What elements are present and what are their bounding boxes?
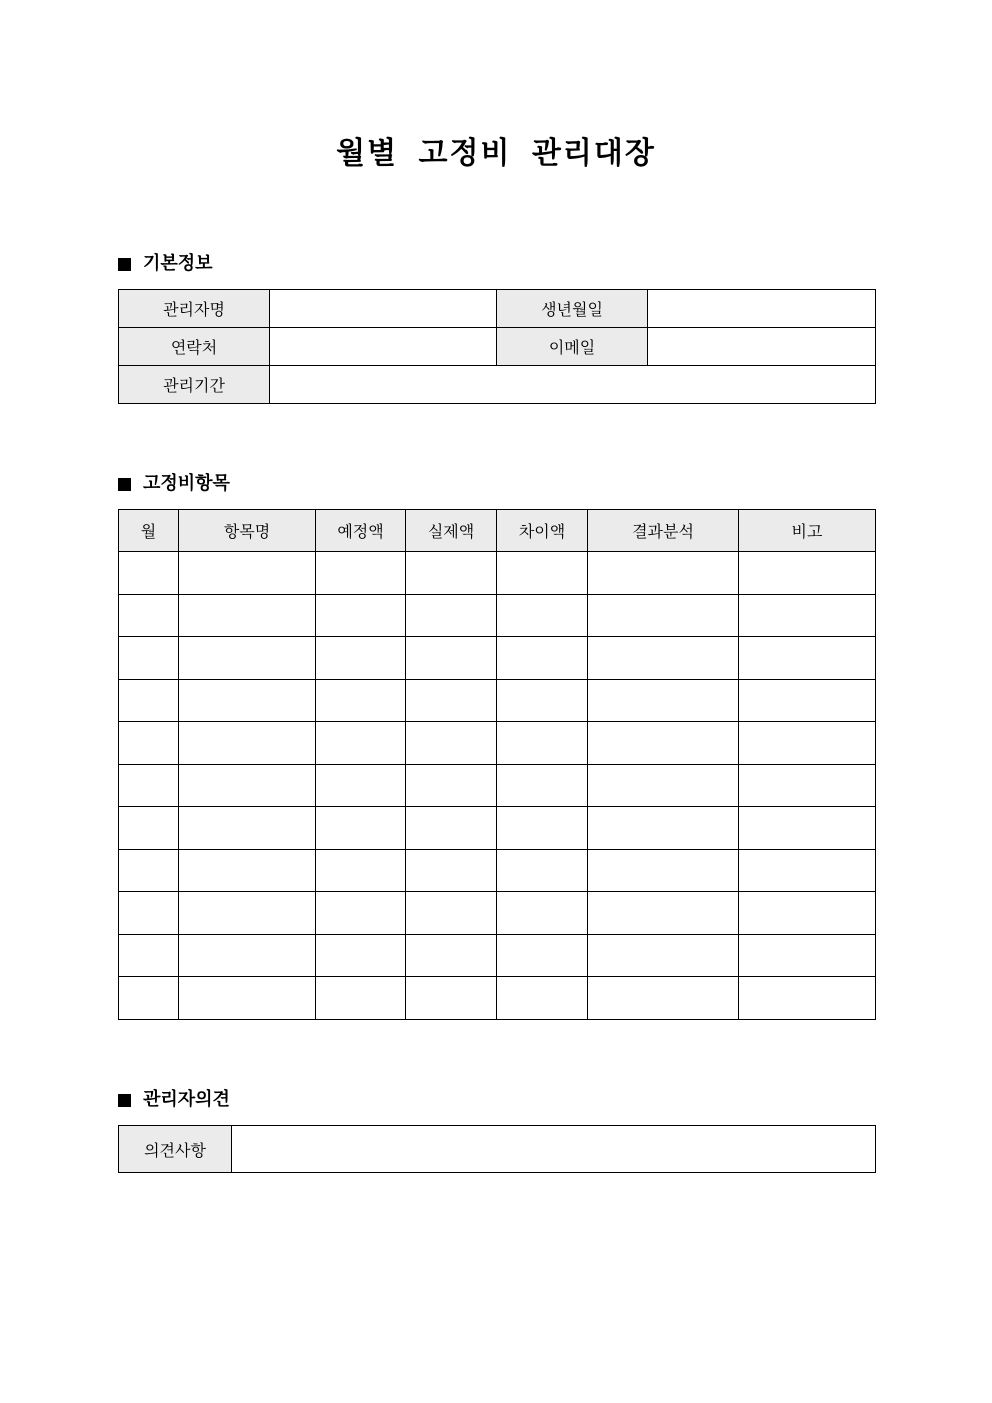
contact-label: 연락처	[119, 328, 270, 366]
remarks-cell[interactable]	[739, 977, 876, 1020]
planned-amount-cell[interactable]	[316, 764, 406, 807]
table-row	[119, 637, 876, 680]
email-field[interactable]	[648, 328, 876, 366]
difference-cell[interactable]	[497, 594, 588, 637]
basic-info-table	[118, 289, 876, 404]
section-heading-label: 기본정보	[143, 253, 213, 274]
result-analysis-cell[interactable]	[588, 679, 739, 722]
square-bullet-icon	[118, 478, 131, 491]
item-name-cell[interactable]	[179, 892, 316, 935]
planned-amount-cell[interactable]	[316, 637, 406, 680]
actual-amount-cell[interactable]	[406, 764, 497, 807]
section-heading-label: 관리자의견	[143, 1089, 230, 1110]
result-analysis-cell[interactable]	[588, 892, 739, 935]
table-row	[119, 552, 876, 595]
month-cell[interactable]	[119, 807, 179, 850]
difference-cell[interactable]	[497, 764, 588, 807]
square-bullet-icon	[118, 258, 131, 271]
planned-amount-cell[interactable]	[316, 977, 406, 1020]
item-name-cell[interactable]	[179, 807, 316, 850]
month-cell[interactable]	[119, 679, 179, 722]
table-row	[119, 290, 876, 328]
month-cell[interactable]	[119, 977, 179, 1020]
item-name-cell[interactable]	[179, 552, 316, 595]
actual-amount-cell[interactable]	[406, 552, 497, 595]
difference-cell[interactable]	[497, 679, 588, 722]
result-analysis-cell[interactable]	[588, 764, 739, 807]
section-heading-label: 고정비항목	[143, 473, 230, 494]
difference-cell[interactable]	[497, 849, 588, 892]
item-name-cell[interactable]	[179, 722, 316, 765]
actual-amount-cell[interactable]	[406, 807, 497, 850]
item-name-cell[interactable]	[179, 594, 316, 637]
column-header-item-name: 항목명	[179, 510, 316, 552]
result-analysis-cell[interactable]	[588, 722, 739, 765]
section-heading-manager-opinion	[118, 1088, 230, 1112]
table-row	[119, 722, 876, 765]
column-header-actual-amount: 실제액	[406, 510, 497, 552]
page-title: 월별 고정비 관리대장	[336, 136, 656, 171]
result-analysis-cell[interactable]	[588, 977, 739, 1020]
planned-amount-cell[interactable]	[316, 849, 406, 892]
month-cell[interactable]	[119, 764, 179, 807]
table-row	[119, 934, 876, 977]
actual-amount-cell[interactable]	[406, 977, 497, 1020]
planned-amount-cell[interactable]	[316, 679, 406, 722]
difference-cell[interactable]	[497, 892, 588, 935]
period-field[interactable]	[270, 366, 876, 404]
manager-name-label: 관리자명	[119, 290, 270, 328]
result-analysis-cell[interactable]	[588, 594, 739, 637]
table-row	[119, 849, 876, 892]
planned-amount-cell[interactable]	[316, 552, 406, 595]
fixed-costs-body	[119, 552, 876, 1020]
difference-cell[interactable]	[497, 722, 588, 765]
item-name-cell[interactable]	[179, 934, 316, 977]
planned-amount-cell[interactable]	[316, 892, 406, 935]
result-analysis-cell[interactable]	[588, 807, 739, 850]
difference-cell[interactable]	[497, 977, 588, 1020]
item-name-cell[interactable]	[179, 764, 316, 807]
month-cell[interactable]	[119, 552, 179, 595]
month-cell[interactable]	[119, 892, 179, 935]
item-name-cell[interactable]	[179, 849, 316, 892]
planned-amount-cell[interactable]	[316, 807, 406, 850]
opinion-label: 의견사항	[119, 1126, 232, 1173]
table-row	[119, 366, 876, 404]
actual-amount-cell[interactable]	[406, 892, 497, 935]
remarks-cell[interactable]	[739, 764, 876, 807]
actual-amount-cell[interactable]	[406, 849, 497, 892]
actual-amount-cell[interactable]	[406, 722, 497, 765]
difference-cell[interactable]	[497, 552, 588, 595]
planned-amount-cell[interactable]	[316, 722, 406, 765]
table-row	[119, 328, 876, 366]
birthdate-label: 생년월일	[497, 290, 648, 328]
table-row	[119, 1126, 876, 1173]
table-row	[119, 594, 876, 637]
table-row	[119, 764, 876, 807]
month-cell[interactable]	[119, 637, 179, 680]
difference-cell[interactable]	[497, 807, 588, 850]
table-row	[119, 977, 876, 1020]
table-row	[119, 679, 876, 722]
table-row	[119, 892, 876, 935]
remarks-cell[interactable]	[739, 552, 876, 595]
planned-amount-cell[interactable]	[316, 594, 406, 637]
difference-cell[interactable]	[497, 637, 588, 680]
column-header-planned-amount: 예정액	[316, 510, 406, 552]
remarks-cell[interactable]	[739, 934, 876, 977]
remarks-cell[interactable]	[739, 892, 876, 935]
result-analysis-cell[interactable]	[588, 637, 739, 680]
opinion-field[interactable]	[232, 1126, 876, 1173]
manager-opinion-table	[118, 1125, 876, 1173]
actual-amount-cell[interactable]	[406, 679, 497, 722]
remarks-cell[interactable]	[739, 722, 876, 765]
difference-cell[interactable]	[497, 934, 588, 977]
actual-amount-cell[interactable]	[406, 637, 497, 680]
table-row	[119, 807, 876, 850]
result-analysis-cell[interactable]	[588, 934, 739, 977]
remarks-cell[interactable]	[739, 849, 876, 892]
month-cell[interactable]	[119, 849, 179, 892]
remarks-cell[interactable]	[739, 637, 876, 680]
section-heading-fixed-costs	[118, 472, 230, 496]
actual-amount-cell[interactable]	[406, 934, 497, 977]
column-header-difference: 차이액	[497, 510, 588, 552]
manager-name-field[interactable]	[270, 290, 497, 328]
month-cell[interactable]	[119, 722, 179, 765]
period-label: 관리기간	[119, 366, 270, 404]
column-header-remarks: 비고	[739, 510, 876, 552]
table-header-row	[119, 510, 876, 552]
item-name-cell[interactable]	[179, 637, 316, 680]
remarks-cell[interactable]	[739, 807, 876, 850]
column-header-result-analysis: 결과분석	[588, 510, 739, 552]
result-analysis-cell[interactable]	[588, 552, 739, 595]
item-name-cell[interactable]	[179, 977, 316, 1020]
remarks-cell[interactable]	[739, 679, 876, 722]
email-label: 이메일	[497, 328, 648, 366]
month-cell[interactable]	[119, 934, 179, 977]
month-cell[interactable]	[119, 594, 179, 637]
column-header-month: 월	[119, 510, 179, 552]
fixed-costs-table	[118, 509, 876, 1020]
item-name-cell[interactable]	[179, 679, 316, 722]
square-bullet-icon	[118, 1094, 131, 1107]
birthdate-field[interactable]	[648, 290, 876, 328]
actual-amount-cell[interactable]	[406, 594, 497, 637]
contact-field[interactable]	[270, 328, 497, 366]
remarks-cell[interactable]	[739, 594, 876, 637]
planned-amount-cell[interactable]	[316, 934, 406, 977]
result-analysis-cell[interactable]	[588, 849, 739, 892]
section-heading-basic-info	[118, 252, 213, 276]
